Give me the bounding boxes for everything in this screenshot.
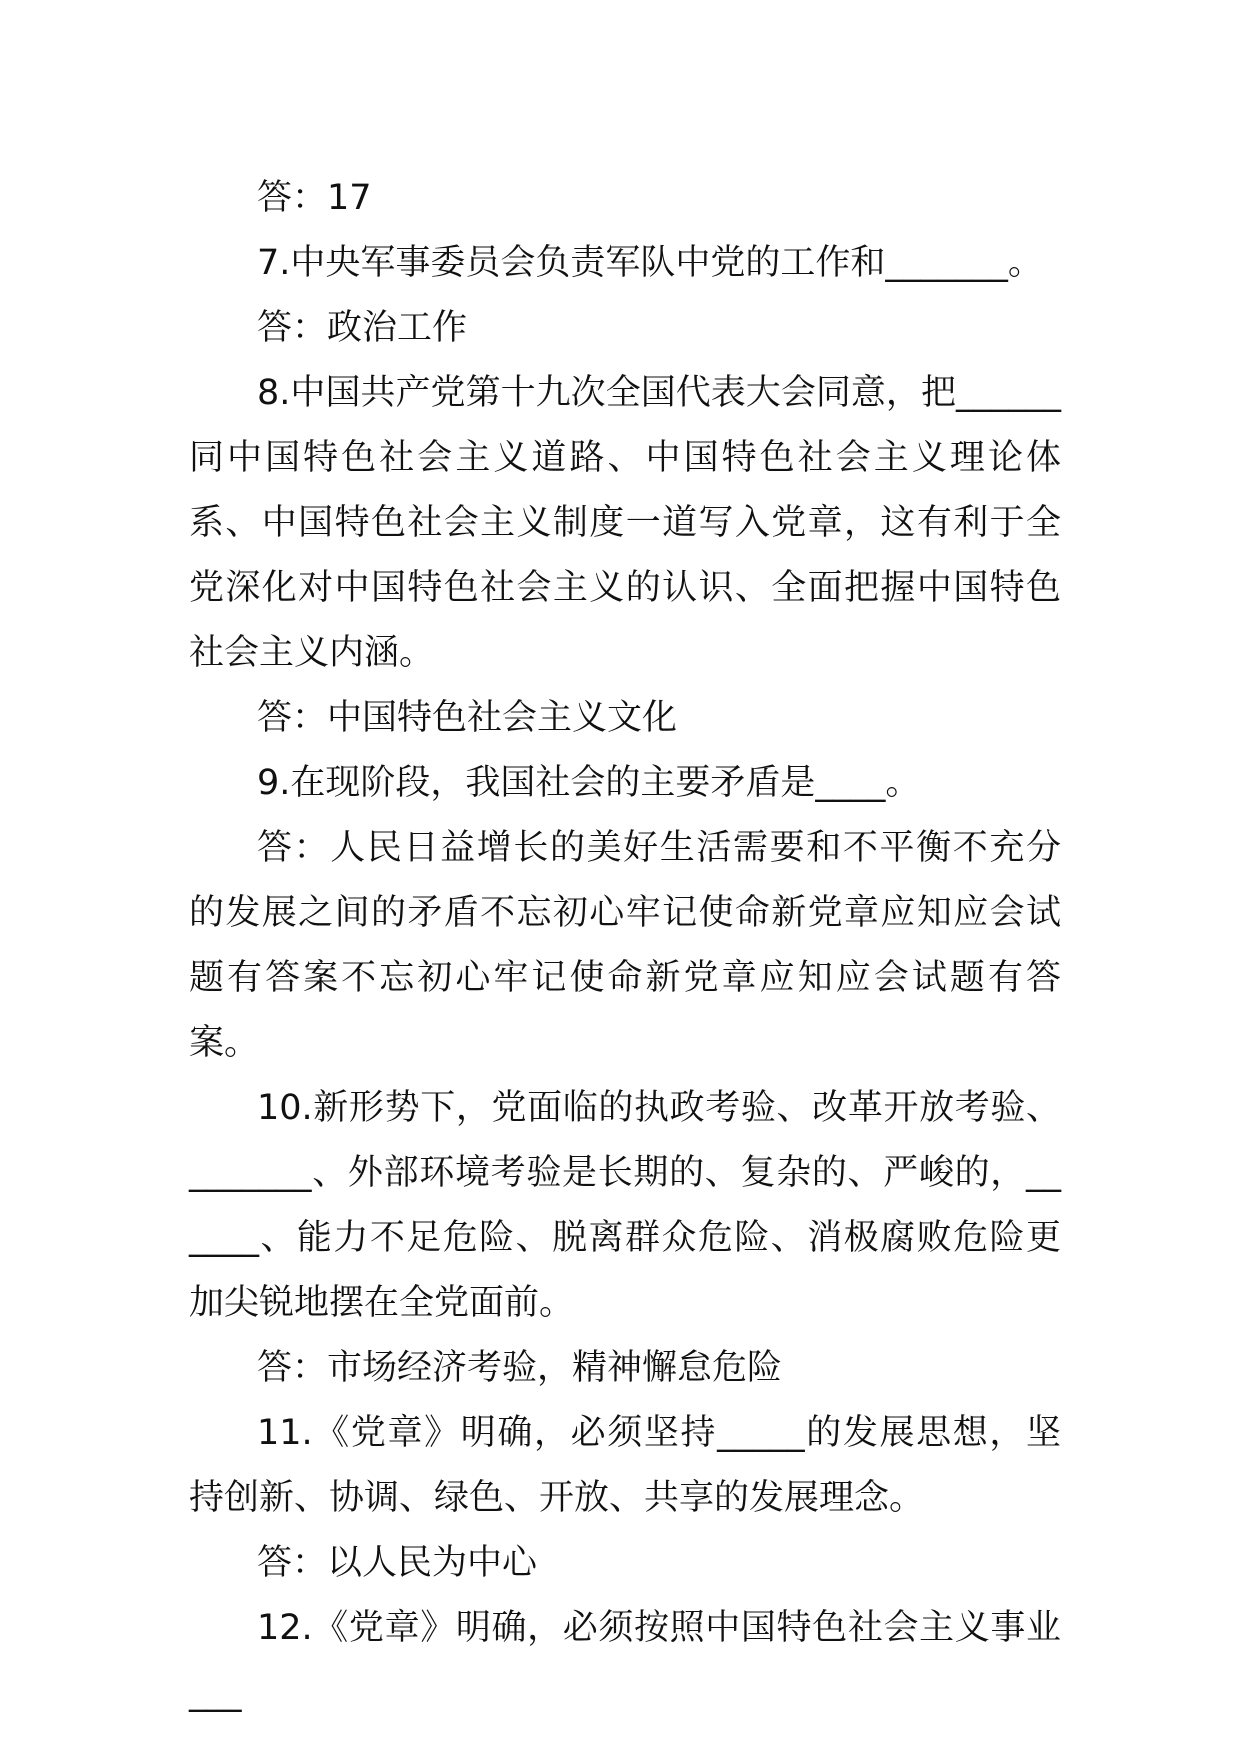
question-10: 10.新形势下，党面临的执政考验、改革开放考验、_______、外部环境考验是长期的、复杂的、严峻的，______、能力不足危险、脱离群众危险、消极腐败危险更加尖锐地摆在全党面前。 <box>189 1088 1061 1323</box>
answer-7: 答：政治工作 <box>257 308 468 348</box>
answer-10: 答：市场经济考验，精神懈怠危险 <box>257 1348 783 1388</box>
answer-9: 答：人民日益增长的美好生活需要和不平衡不充分的发展之间的矛盾不忘初心牢记使命新党章应知应会试题有答案不忘初心牢记使命新党章应知应会试题有答案。 <box>189 828 1061 1063</box>
question-12: 12.《党章》明确，必须按照中国特色社会主义事业___ <box>189 1608 1061 1713</box>
answer-8: 答：中国特色社会主义文化 <box>257 698 678 738</box>
question-8: 8.中国共产党第十九次全国代表大会同意，把______同中国特色社会主义道路、中国特色社会主义理论体系、中国特色社会主义制度一道写入党章，这有利于全党深化对中国特色社会主义的认识、全面把握中国特色社会主义内涵。 <box>189 373 1061 673</box>
question-7: 7.中央军事委员会负责军队中党的工作和_______。 <box>257 243 1043 283</box>
question-9: 9.在现阶段，我国社会的主要矛盾是____。 <box>257 763 921 803</box>
document-page <box>189 166 1061 1726</box>
answer-11: 答：以人民为中心 <box>257 1543 538 1583</box>
answer-6: 答：17 <box>257 178 372 218</box>
question-11: 11.《党章》明确，必须坚持_____的发展思想，坚持创新、协调、绿色、开放、共享的发展理念。 <box>189 1413 1061 1518</box>
